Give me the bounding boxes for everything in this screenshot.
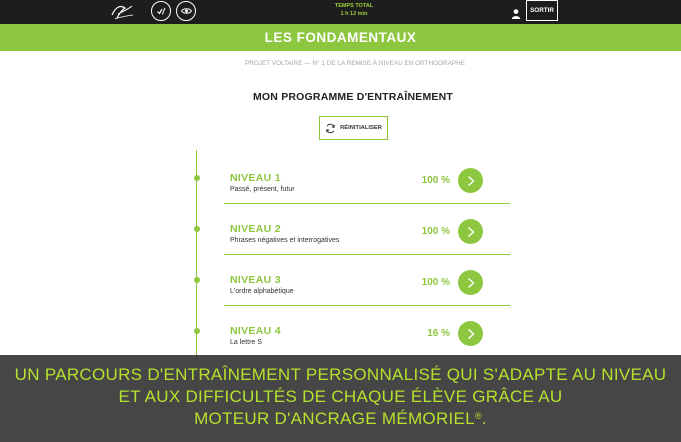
voltaire-logo[interactable] (108, 2, 136, 22)
level-go-button[interactable] (458, 219, 483, 244)
registered-mark: ® (474, 411, 482, 421)
chevron-right-icon (466, 328, 476, 340)
total-time (318, 2, 390, 18)
chevron-right-icon (466, 175, 476, 187)
level-subtitle: L'ordre alphabétique (230, 288, 294, 295)
breadcrumb: PROJET VOLTAIRE — N° 1 DE LA REMISE À NIVEAU EN ORTHOGRAPHE (244, 60, 466, 67)
caption-trailing-dot: . (481, 409, 487, 428)
caption-line-3-text: MOTEUR D'ANCRAGE MÉMORIEL (194, 409, 475, 428)
page-title: LES FONDAMENTAUX (0, 24, 681, 51)
user-icon (510, 8, 522, 20)
level-item[interactable] (200, 265, 510, 316)
exit-button[interactable]: SORTIR (526, 0, 558, 21)
timeline-dot (194, 226, 200, 232)
level-title: NIVEAU 3 (230, 274, 281, 286)
level-subtitle: Phrases négatives et interrogatives (230, 237, 340, 244)
level-divider (224, 254, 510, 255)
logo-icon (108, 2, 136, 22)
level-percent: 16 % (427, 328, 450, 339)
level-percent: 100 % (421, 277, 450, 288)
total-time-value: 1 h 12 min (340, 11, 368, 17)
program-title: MON PROGRAMME D'ENTRAÎNEMENT (252, 91, 453, 103)
level-subtitle: Passé, présent, futur (230, 186, 295, 193)
level-subtitle: La lettre S (230, 339, 262, 346)
level-item[interactable] (200, 163, 510, 214)
eye-icon (181, 7, 192, 15)
level-item[interactable] (200, 214, 510, 265)
checked-feather-icon (156, 6, 166, 16)
user-button[interactable] (510, 5, 522, 17)
caption (0, 364, 681, 430)
level-percent: 100 % (421, 175, 450, 186)
level-divider (224, 203, 510, 204)
preview-button[interactable] (176, 1, 196, 21)
level-title: NIVEAU 1 (230, 172, 281, 184)
level-divider (224, 305, 510, 306)
refresh-icon (325, 123, 336, 134)
checked-feather-button[interactable] (151, 1, 171, 21)
reset-label: RÉINITIALISER (340, 125, 382, 131)
timeline-dot (194, 328, 200, 334)
reset-button[interactable] (319, 116, 388, 140)
level-go-button[interactable] (458, 321, 483, 346)
caption-line-2: ET AUX DIFFICULTÉS DE CHAQUE ÉLÈVE GRÂCE AU (118, 387, 563, 406)
level-title: NIVEAU 2 (230, 223, 281, 235)
chevron-right-icon (466, 226, 476, 238)
total-time-label: TEMPS TOTAL (334, 3, 374, 9)
top-bar (0, 0, 681, 24)
caption-line-3 (0, 408, 681, 430)
timeline-dot (194, 277, 200, 283)
chevron-right-icon (466, 277, 476, 289)
caption-line-1: UN PARCOURS D'ENTRAÎNEMENT PERSONNALISÉ QUI S'ADAPTE AU NIVEAU (14, 365, 667, 384)
level-percent: 100 % (421, 226, 450, 237)
level-go-button[interactable] (458, 270, 483, 295)
timeline-dot (194, 175, 200, 181)
level-go-button[interactable] (458, 168, 483, 193)
level-title: NIVEAU 4 (230, 325, 281, 337)
